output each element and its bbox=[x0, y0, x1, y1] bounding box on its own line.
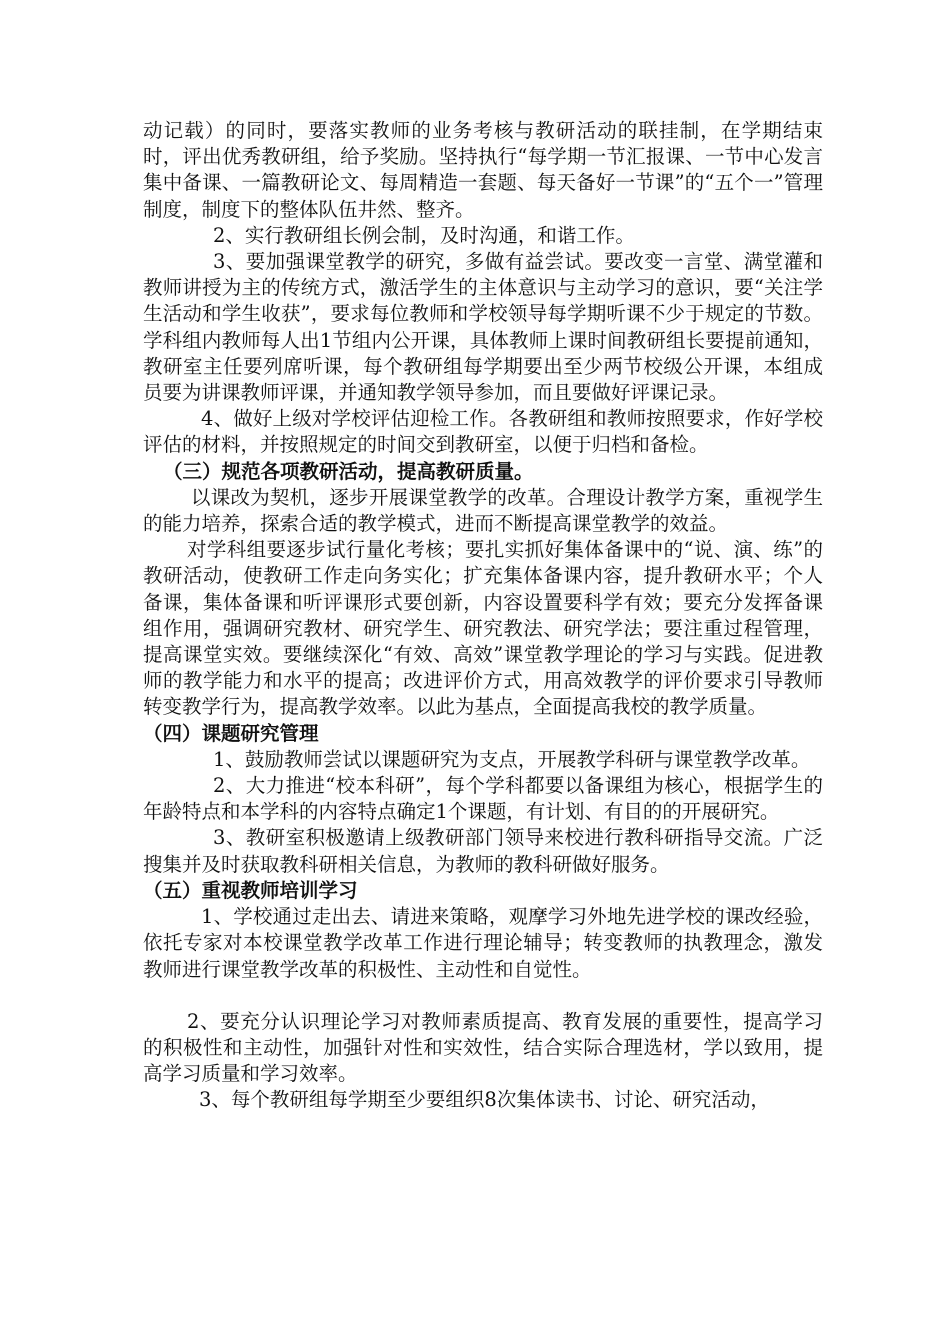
paragraph: 4、做好上级对学校评估迎检工作。各教研组和教师按照要求，作好学校评估的材料，并按照规定的时间交到教研室，以便于归档和备检。 bbox=[143, 407, 823, 457]
paragraph: 对学科组要逐步试行量化考核；要扎实抓好集体备课中的“说、演、练”的教研活动，使教研工作走向务实化；扩充集体备课内容，提升教研水平；个人备课，集体备课和听评课形式要创新，内容设置要科学有效；要充分发挥备课组作用，强调研究教材、研究学生、研究教法、研究学法；要注重过程管理，提高课堂实效。要继续深化“有效、高效”课堂教学理论的学习与实践。促进教师的教学能力和水平的提高；改进评价方式，用高效教学的评价要求引导教师转变教学行为，提高教学效率。以此为基点，全面提高我校的教学质量。 bbox=[143, 538, 823, 719]
paragraph: 3、要加强课堂教学的研究，多做有益尝试。要改变一言堂、满堂灌和教师讲授为主的传统方式，激活学生的主体意识与主动学习的意识，要“关注学生活动和学生收获”，要求每位教师和学校领导每学期听课不少于规定的节数。学科组内教师每人出1节组内公开课，具体教师上课时间教研组长要提前通知，教研室主任要列席听课，每个教研组每学期要出至少两节校级公开课，本组成员要为讲课教师评课，并通知教学领导参加，而且要做好评课记录。 bbox=[143, 250, 823, 405]
paragraph: 以课改为契机，逐步开展课堂教学的改革。合理设计教学方案，重视学生的能力培养，探索合适的教学模式，进而不断提高课堂教学的效益。 bbox=[143, 485, 823, 536]
paragraph: 3、每个教研组每学期至少要组织8次集体读书、讨论、研究活动， bbox=[199, 1088, 770, 1112]
paragraph: 3、教研室积极邀请上级教研部门领导来校进行教科研指导交流。广泛搜集并及时获取教科研相关信息，为教师的教科研做好服务。 bbox=[143, 826, 823, 876]
document-page bbox=[143, 118, 823, 1114]
paragraph: 动记载）的同时，要落实教师的业务考核与教研活动的联挂制，在学期结束时，评出优秀教研组，给予奖励。坚持执行“每学期一节汇报课、一节中心发言集中备课、一篇教研论文、每周精造一套题、每天备好一节课”的“五个一”管理制度，制度下的整体队伍井然、整齐。 bbox=[143, 119, 823, 221]
section-heading: （五）重视教师培训学习 bbox=[143, 878, 358, 902]
section-heading: （三）规范各项教研活动，提高教研质量。 bbox=[163, 459, 534, 483]
paragraph: 2、大力推进“校本科研”，每个学科都要以备课组为核心，根据学生的年龄特点和本学科的内容特点确定1个课题，有计划、有目的的开展研究。 bbox=[143, 774, 823, 824]
paragraph: 2、要充分认识理论学习对教师素质提高、教育发展的重要性，提高学习的积极性和主动性，加强针对性和实效性，结合实际合理选材，学以致用，提高学习质量和学习效率。 bbox=[143, 1009, 823, 1086]
section-heading: （四）课题研究管理 bbox=[143, 721, 319, 745]
paragraph: 1、学校通过走出去、请进来策略，观摩学习外地先进学校的课改经验，依托专家对本校课堂教学改革工作进行理论辅导；转变教师的执教理念，激发教师进行课堂教学改革的积极性、主动性和自觉性。 bbox=[143, 905, 823, 981]
paragraph: 2、实行教研组长例会制，及时沟通，和谐工作。 bbox=[213, 223, 635, 247]
paragraph: 1、鼓励教师尝试以课题研究为支点，开展教学科研与课堂教学改革。 bbox=[213, 747, 811, 771]
paragraph-gap bbox=[143, 983, 823, 1009]
